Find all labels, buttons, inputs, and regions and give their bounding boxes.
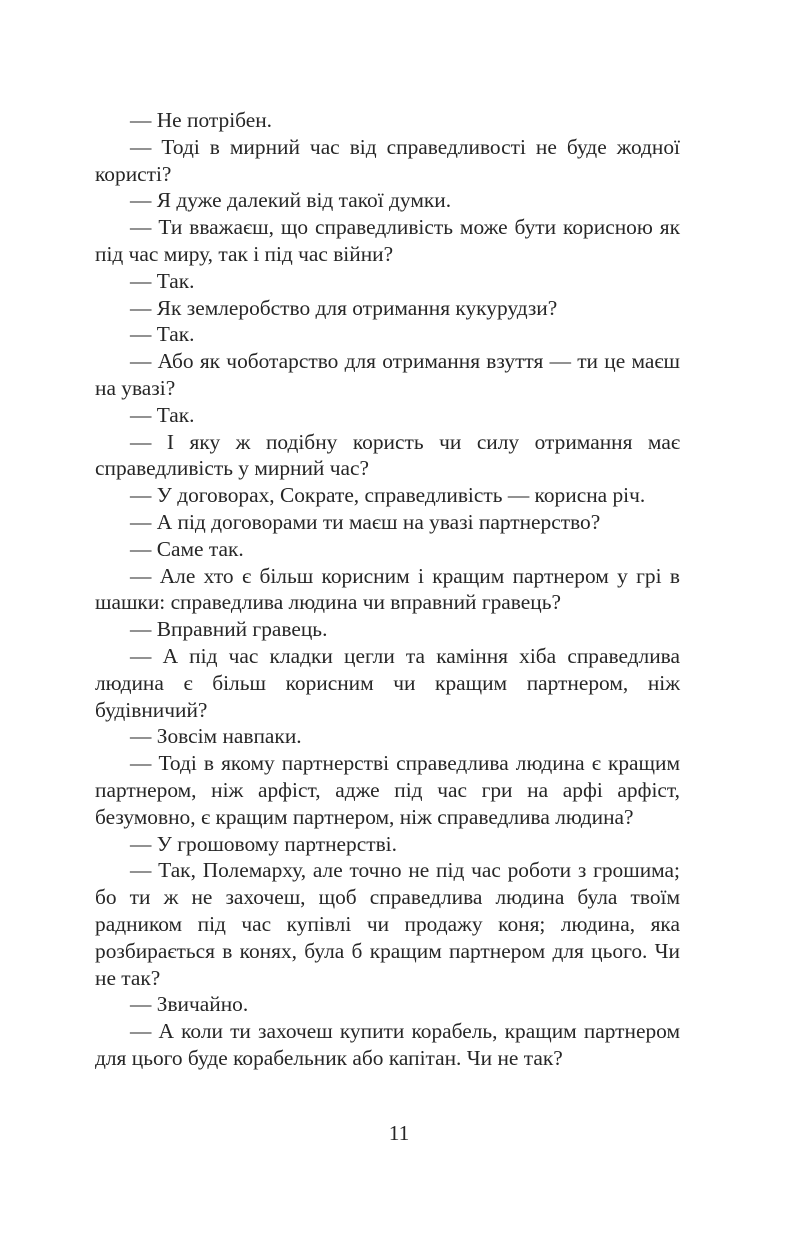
paragraph: — Зовсім навпаки. [130, 724, 302, 749]
paragraph: — Або як чоботарство для отримання взуття — ти це маєш на увазі? [95, 349, 680, 400]
paragraph: — А під час кладки цегли та каміння хіба справедлива людина є більш корисним чи кращим партнером, ніж будівничий? [95, 643, 680, 722]
paragraph: — Як землеробство для отримання кукурудзи? [130, 295, 558, 320]
paragraph: — Саме так. [130, 536, 244, 561]
paragraph: — Вправний гравець. [130, 617, 328, 642]
paragraph: — Ти вважаєш, що справедливість може бути корисною як під час миру, так і під час війни? [95, 215, 680, 266]
paragraph: — Так. [130, 402, 195, 427]
paragraph: — Але хто є більш корисним і кращим партнером у грі в шашки: справедлива людина чи вправний гравець? [95, 563, 680, 615]
paragraph: — Тоді в якому партнерстві справедлива людина є кращим партнером, ніж арфіст, адже під час гри на арфі арфіст, безумовно, є кращим партнером, ніж справедлива людина? [95, 751, 680, 829]
paragraph: — Так, Полемарху, але точно не під час роботи з грошима; бо ти ж не захочеш, щоб справедлива людина була твоїм радником під час купівлі чи продажу коня; людина, яка розбирається в конях, була б кращим партнером для цього. Чи не так? [95, 858, 680, 990]
dialogue-text [95, 107, 680, 1072]
paragraph: — Я дуже далекий від такої думки. [130, 188, 452, 213]
paragraph: — Так. [130, 322, 195, 347]
paragraph: — Не потрібен. [130, 108, 273, 132]
paragraph: — У договорах, Сократе, справедливість — корисна річ. [130, 483, 646, 508]
paragraph: — І яку ж подібну користь чи силу отримання має справедливість у мирний час? [95, 429, 680, 481]
paragraph: — Тоді в мирний час від справедливості не буде жодної користі? [95, 134, 680, 186]
paragraph: — А коли ти захочеш купити корабель, кращим партнером для цього буде корабельник або капітан. Чи не так? [95, 1019, 680, 1070]
paragraph: — У грошовому партнерстві. [130, 831, 397, 856]
paragraph: — Так. [130, 268, 195, 293]
paragraph: — Звичайно. [130, 992, 249, 1017]
page-number: 11 [388, 1121, 410, 1145]
paragraph: — А під договорами ти маєш на увазі партнерство? [130, 509, 601, 534]
